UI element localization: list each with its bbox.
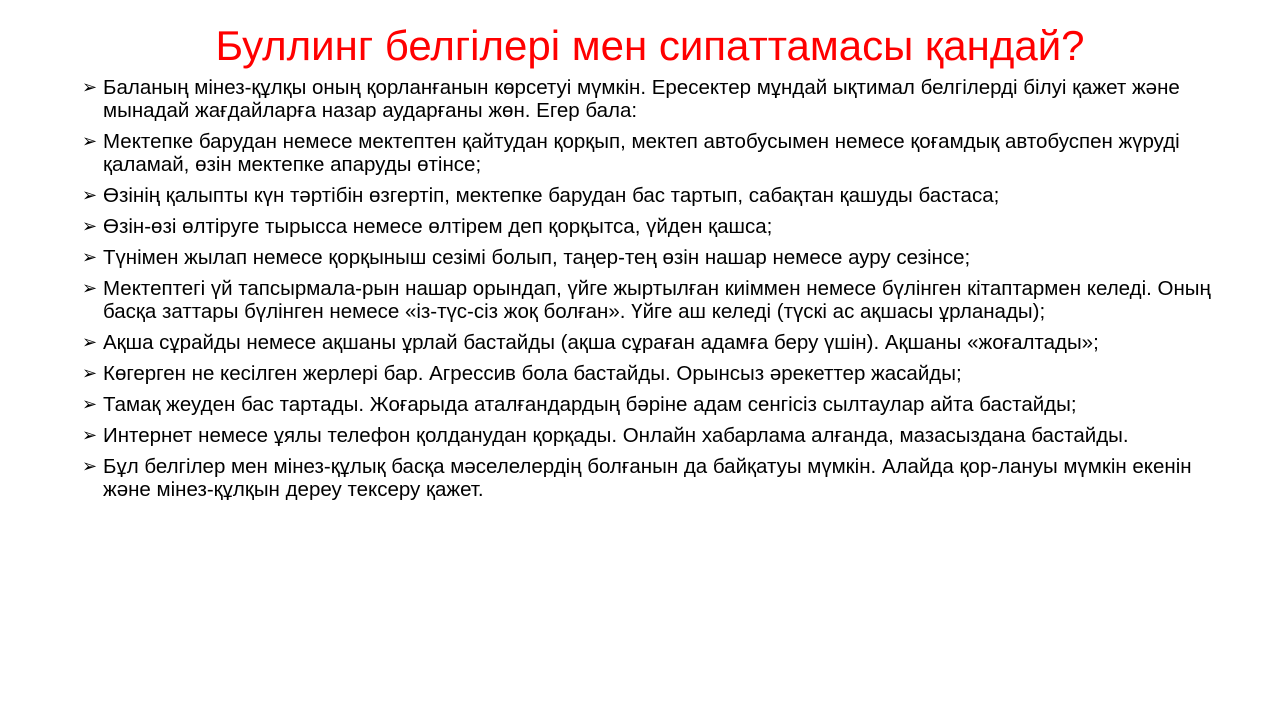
bullet-item — [82, 130, 1217, 176]
bullet-item — [82, 424, 1217, 447]
arrow-bullet-icon: ➢ — [82, 425, 98, 445]
bullet-item — [82, 184, 1217, 207]
bullet-item — [82, 215, 1217, 238]
bullet-list — [82, 76, 1217, 509]
bullet-item — [82, 455, 1217, 501]
bullet-item — [82, 393, 1217, 416]
bullet-text: Тамақ жеуден бас тартады. Жоғарыда аталғандардың бәріне адам сенгісіз сылтаулар айта бастайды; — [103, 393, 1077, 416]
bullet-text: Мектептегі үй тапсырмала-рын нашар орындап, үйге жыртылған киіммен немесе бүлінген кітаптармен келеді. Оның басқа заттары бүлінген немесе «із-түс-сіз жоқ болған». Үйге аш келеді (түскі ас ақшасы ұрланады); — [103, 277, 1211, 323]
arrow-bullet-icon: ➢ — [82, 394, 98, 414]
bullet-item — [82, 76, 1217, 122]
arrow-bullet-icon: ➢ — [82, 216, 98, 236]
bullet-text: Өзін-өзі өлтіруге тырысса немесе өлтірем деп қорқытса, үйден қашса; — [103, 215, 773, 238]
bullet-text: Ақша сұрайды немесе ақшаны ұрлай бастайды (ақша сұраған адамға беру үшін). Ақшаны «жоғалтады»; — [103, 331, 1099, 354]
bullet-text: Көгерген не кесілген жерлері бар. Агрессив бола бастайды. Орынсыз әрекеттер жасайды; — [103, 362, 962, 385]
arrow-bullet-icon: ➢ — [82, 247, 98, 267]
arrow-bullet-icon: ➢ — [82, 456, 98, 476]
bullet-text: Интернет немесе ұялы телефон қолданудан қорқады. Онлайн хабарлама алғанда, мазасыздана бастайды. — [103, 424, 1129, 447]
bullet-text: Өзінің қалыпты күн тәртібін өзгертіп, мектепке барудан бас тартып, сабақтан қашуды бастаса; — [103, 184, 1000, 207]
slide-title: Буллинг белгілері мен сипаттамасы қандай? — [215, 22, 1085, 69]
bullet-text: Мектепке барудан немесе мектептен қайтудан қорқып, мектеп автобусымен немесе қоғамдық автобуспен жүруді қаламай, өзін мектепке апаруды өтінсе; — [103, 130, 1180, 176]
arrow-bullet-icon: ➢ — [82, 185, 98, 205]
bullet-text: Бұл белгілер мен мінез-құлық басқа мәселелердің болғанын да байқатуы мүмкін. Алайда қор-лануы мүмкін екенін және мінез-құлқын дереу тексеру қажет. — [103, 455, 1192, 501]
arrow-bullet-icon: ➢ — [82, 363, 98, 383]
arrow-bullet-icon: ➢ — [82, 332, 98, 352]
bullet-item — [82, 362, 1217, 385]
bullet-item — [82, 246, 1217, 269]
arrow-bullet-icon: ➢ — [82, 278, 98, 298]
bullet-text: Түнімен жылап немесе қорқыныш сезімі болып, таңер-тең өзін нашар немесе ауру сезінсе; — [103, 246, 971, 269]
bullet-text: Баланың мінез-құлқы оның қорланғанын көрсетуі мүмкін. Ересектер мұндай ықтимал белгілерді білуі қажет және мынадай жағдайларға назар аударғаны жөн. Егер бала: — [103, 76, 1180, 122]
bullet-item — [82, 277, 1217, 323]
arrow-bullet-icon: ➢ — [82, 131, 98, 151]
bullet-item — [82, 331, 1217, 354]
arrow-bullet-icon: ➢ — [82, 77, 98, 97]
